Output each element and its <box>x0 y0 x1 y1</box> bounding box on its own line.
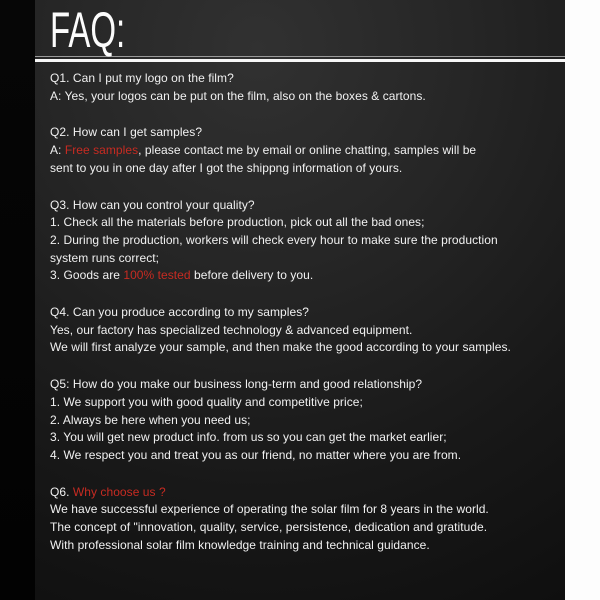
faq-text: Q5: How do you make our business long-term and good relationship? <box>50 377 423 392</box>
faq-line <box>50 322 555 340</box>
faq-text: Q2. How can I get samples? <box>50 125 203 140</box>
faq-line <box>50 447 555 465</box>
faq-text: Q3. How can you control your quality? <box>50 197 255 212</box>
faq-line <box>50 250 555 268</box>
faq-line <box>50 376 555 394</box>
faq-line <box>50 232 555 250</box>
faq-line <box>50 142 555 160</box>
faq-text: system runs correct; <box>50 250 160 265</box>
faq-line <box>50 88 555 106</box>
faq-text: , please contact me by email or online chatting, samples will be <box>138 143 477 158</box>
faq-highlight-text: Free samples <box>64 143 139 158</box>
faq-text: 2. During the production, workers will check every hour to make sure the production <box>50 232 498 247</box>
main-panel <box>35 0 565 600</box>
faq-line <box>50 160 555 178</box>
faq-line <box>50 304 555 322</box>
right-white-strip <box>565 0 600 600</box>
faq-text: With professional solar film knowledge training and technical guidance. <box>50 537 430 552</box>
faq-text: 4. We respect you and treat you as our friend, no matter where you are from. <box>50 447 462 462</box>
faq-section-q1 <box>50 70 555 105</box>
faq-text: sent to you in one day after I got the shippng information of yours. <box>50 160 403 175</box>
faq-text: 1. We support you with good quality and competitive price; <box>50 394 363 409</box>
faq-text: We will first analyze your sample, and then make the good according to your samples. <box>50 340 511 355</box>
faq-text: 1. Check all the materials before production, pick out all the bad ones; <box>50 215 425 230</box>
faq-line <box>50 501 555 519</box>
faq-line <box>50 429 555 447</box>
faq-section-q6 <box>50 484 555 555</box>
faq-content <box>35 62 555 554</box>
faq-text: The concept of "innovation, quality, service, persistence, dedication and gratitude. <box>50 520 488 535</box>
faq-line <box>50 484 555 502</box>
faq-line <box>50 70 555 88</box>
faq-line <box>50 197 555 215</box>
faq-text: 3. Goods are <box>50 268 124 283</box>
left-black-strip <box>0 0 35 600</box>
faq-line <box>50 124 555 142</box>
faq-line <box>50 412 555 430</box>
faq-line <box>50 537 555 555</box>
faq-text: Q6. <box>50 484 73 499</box>
faq-line <box>50 267 555 285</box>
faq-section-q2 <box>50 124 555 177</box>
faq-text: Q4. Can you produce according to my samples? <box>50 305 309 320</box>
faq-highlight-text: Why choose us ? <box>72 484 166 499</box>
faq-text: 2. Always be here when you need us; <box>50 412 251 427</box>
faq-text: We have successful experience of operating the solar film for 8 years in the world. <box>50 502 489 517</box>
faq-text: A: <box>50 143 65 158</box>
faq-section-q3 <box>50 197 555 286</box>
faq-line <box>50 519 555 537</box>
faq-text: before delivery to you. <box>190 268 314 283</box>
faq-text: A: Yes, your logos can be put on the film, also on the boxes & cartons. <box>50 88 426 103</box>
faq-line <box>50 339 555 357</box>
faq-highlight-text: 100% tested <box>123 268 191 283</box>
page-title: FAQ: <box>50 2 126 58</box>
faq-section-q5 <box>50 376 555 465</box>
faq-line <box>50 214 555 232</box>
faq-text: 3. You will get new product info. from us so you can get the market earlier; <box>50 430 447 445</box>
faq-text: Q1. Can I put my logo on the film? <box>50 71 234 85</box>
faq-text: Yes, our factory has specialized technology & advanced equipment. <box>50 322 413 337</box>
faq-line <box>50 394 555 412</box>
faq-section-q4 <box>50 304 555 357</box>
